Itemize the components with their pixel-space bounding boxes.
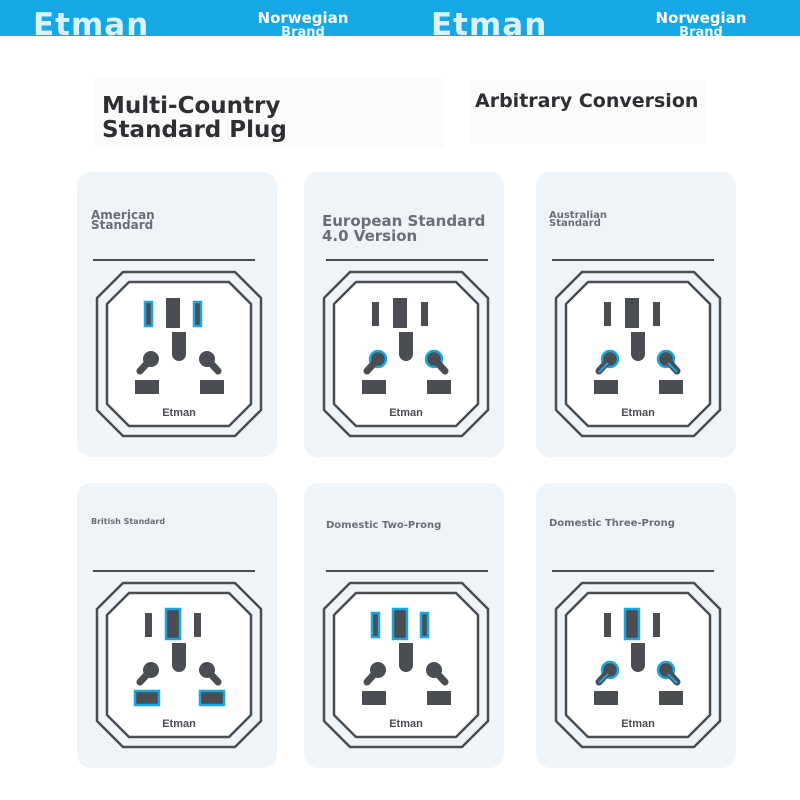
socket-logo: Etman — [162, 407, 196, 419]
socket-hole-rect-right — [659, 691, 683, 705]
socket-hole-rect-left — [594, 380, 618, 394]
socket-hole-flat-left — [145, 613, 152, 637]
socket-hole-center-top — [625, 298, 639, 328]
headline-right-text: Arbitrary Conversion — [475, 90, 699, 112]
headline-line1: Multi-Country — [102, 93, 281, 119]
divider — [326, 259, 488, 261]
socket-hole-flat-right — [421, 613, 428, 637]
socket-hole-center-top — [625, 609, 639, 639]
tagline-left-line2: Brand — [281, 26, 325, 36]
headline-multi-country — [94, 78, 444, 148]
socket-hole-center-ground — [399, 332, 413, 361]
divider — [93, 259, 255, 261]
socket-hole-flat-left — [604, 302, 611, 326]
socket-hole-flat-right — [194, 613, 201, 637]
socket-hole-center-ground — [172, 332, 186, 361]
card-australian-standard — [536, 172, 736, 457]
socket-hole-rect-right — [427, 691, 451, 705]
socket-hole-flat-left — [145, 302, 152, 326]
socket-diagram — [318, 579, 498, 759]
socket-hole-flat-right — [421, 302, 428, 326]
socket-logo: Etman — [162, 718, 196, 730]
socket-logo: Etman — [621, 407, 655, 419]
socket-hole-rect-left — [362, 691, 386, 705]
brand-banner — [0, 0, 800, 40]
tagline-left-line1: Norwegian — [257, 9, 349, 27]
tagline-right-line2: Brand — [679, 26, 723, 36]
socket-diagram — [550, 268, 730, 448]
socket-diagram — [550, 579, 730, 759]
card-title: Domestic Three-Prong — [549, 518, 675, 529]
card-title: American Standard — [91, 208, 155, 232]
card-domestic-two-prong — [304, 483, 504, 768]
socket-hole-center-top — [166, 298, 180, 328]
socket-hole-center-ground — [631, 643, 645, 672]
socket-hole-center-top — [166, 609, 180, 639]
card-title: European Standard 4.0 Version — [322, 212, 486, 245]
socket-hole-flat-right — [653, 613, 660, 637]
socket-hole-rect-right — [200, 380, 224, 394]
divider — [93, 570, 255, 572]
card-european-standard — [304, 172, 504, 457]
socket-hole-center-ground — [172, 643, 186, 672]
brand-logo-left: Etman — [33, 10, 150, 40]
socket-hole-rect-left — [135, 691, 159, 705]
divider — [326, 570, 488, 572]
socket-hole-flat-right — [653, 302, 660, 326]
card-title: Domestic Two-Prong — [326, 520, 442, 531]
socket-hole-rect-left — [594, 691, 618, 705]
socket-hole-rect-right — [659, 380, 683, 394]
divider — [552, 570, 714, 572]
socket-hole-center-ground — [399, 643, 413, 672]
socket-diagram — [91, 579, 271, 759]
divider — [552, 259, 714, 261]
socket-hole-flat-left — [372, 613, 379, 637]
brand-logo-right: Etman — [431, 10, 548, 40]
socket-diagram — [318, 268, 498, 448]
socket-hole-rect-right — [200, 691, 224, 705]
socket-hole-center-top — [393, 609, 407, 639]
socket-hole-flat-left — [604, 613, 611, 637]
tagline-right — [646, 10, 756, 36]
socket-logo: Etman — [621, 718, 655, 730]
card-title: Australian Standard — [549, 210, 607, 229]
tagline-right-line1: Norwegian — [655, 9, 747, 27]
headline-line2: Standard Plug — [102, 117, 287, 143]
socket-diagram — [91, 268, 271, 448]
headline-arbitrary-conversion — [470, 80, 705, 144]
socket-hole-center-top — [393, 298, 407, 328]
socket-hole-flat-right — [194, 302, 201, 326]
card-title: British Standard — [91, 517, 166, 526]
socket-logo: Etman — [389, 407, 423, 419]
socket-hole-rect-left — [362, 380, 386, 394]
socket-hole-rect-left — [135, 380, 159, 394]
socket-logo: Etman — [389, 718, 423, 730]
card-british-standard — [77, 483, 277, 768]
tagline-left — [248, 10, 358, 36]
socket-hole-flat-left — [372, 302, 379, 326]
card-american-standard — [77, 172, 277, 457]
socket-hole-center-ground — [631, 332, 645, 361]
card-domestic-three-prong — [536, 483, 736, 768]
socket-hole-rect-right — [427, 380, 451, 394]
